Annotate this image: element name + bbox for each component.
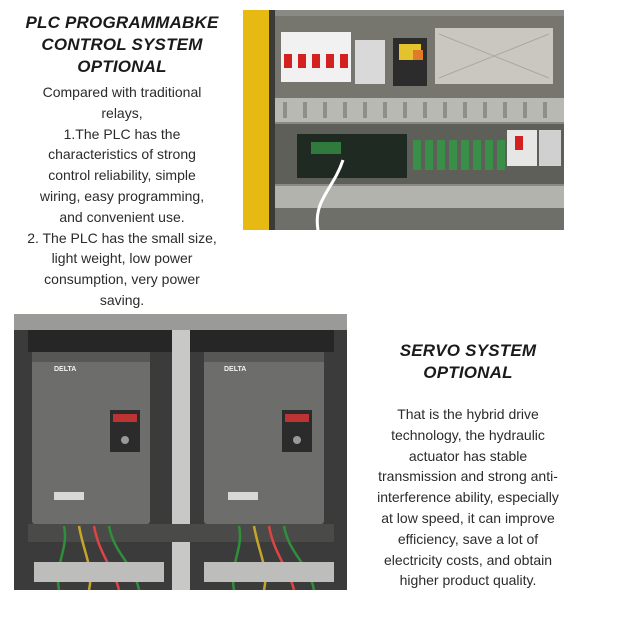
servo-section	[352, 340, 584, 591]
plc-heading: PLC PROGRAMMABKE CONTROL SYSTEM OPTIONAL	[25, 13, 219, 76]
plc-cabinet-photo	[243, 10, 564, 230]
plc-description: Compared with traditional relays, 1.The PLC has the characteristics of strong control reliability, simple wiring, easy programming, and convenient use. 2. The PLC has the small size, light weight, low power consumption, very power saving.	[27, 84, 217, 308]
left-drive-brand: DELTA	[54, 366, 77, 373]
servo-description: That is the hybrid drive technology, the hydraulic actuator has stable transmission and strong anti- interference ability, especially at low speed, it can improve efficiency, save a lot of electricity costs, and obtain higher product quality.	[377, 406, 559, 589]
servo-heading: SERVO SYSTEM OPTIONAL	[399, 341, 537, 382]
right-drive-brand: DELTA	[224, 366, 247, 373]
plc-section	[8, 12, 236, 311]
servo-drive-photo	[14, 314, 347, 590]
